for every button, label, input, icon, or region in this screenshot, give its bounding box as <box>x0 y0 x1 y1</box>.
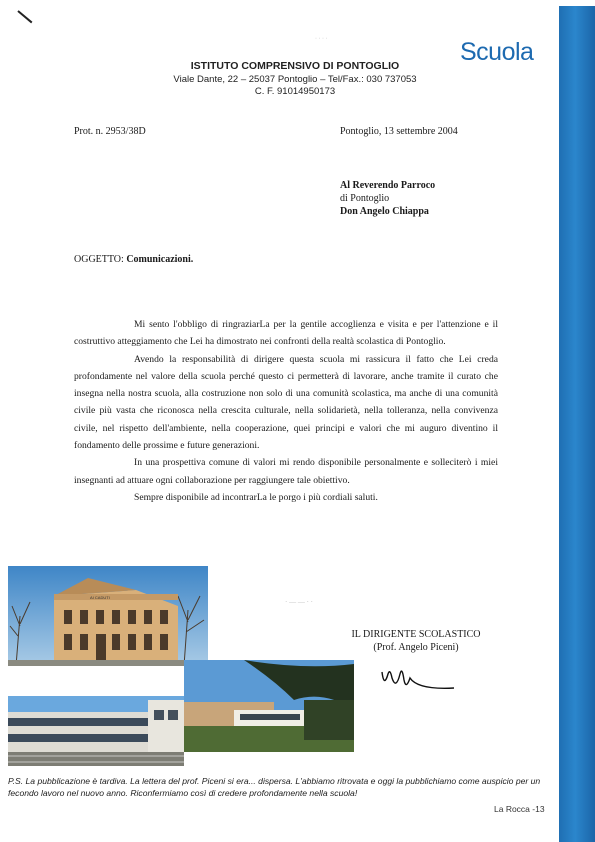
body-paragraph: Avendo la responsabilità di dirigere questa scuola mi rassicura il fatto che Lei creda profondamente nel valore della scuola perché questo ci permetterà di lavorare, anche tramite il curato che insegna nella nostra scuola, alla costruzione non solo di una comunità scolastica, ma anche di una comunità civile più vasta che riconosca nella crescita culturale, nella solidarietà, nella tolleranza, nella convivenza civile, nel rispetto dell'ambiente, nella cooperazione, quei principi e valori che mi auguro diventino il fondamento delle prossime e future generazioni. <box>74 353 498 452</box>
school-tax-code: C. F. 91014950173 <box>254 86 336 97</box>
postscript-note: P.S. La pubblicazione è tardiva. La lettera del prof. Piceni si era... dispersa. L'abbiamo ritrovata e oggi la pubblichiamo come auspicio per un fecondo lavoro nel nuovo anno. Riconfermiamo così di credere profondamente nella scuola! <box>8 776 541 798</box>
signatory-name: (Prof. Angelo Piceni) <box>373 642 459 653</box>
handwritten-signature <box>378 660 458 696</box>
subject-value: Comunicazioni. <box>126 254 194 265</box>
school-address: Viale Dante, 22 – 25037 Pontoglio – Tel/Fax.: 030 737053 <box>173 74 417 85</box>
corner-mark <box>17 10 32 23</box>
recipient-line-1: Al Reverendo Parroco <box>340 180 436 191</box>
recipient-line-2: di Pontoglio <box>340 193 390 204</box>
school-building-photo <box>8 566 208 666</box>
recipient-line-3: Don Angelo Chiappa <box>340 206 429 217</box>
signature-block <box>336 628 496 654</box>
building-sign-text: AI CADUTI <box>90 595 110 600</box>
scan-speck: · — — · · <box>285 598 313 606</box>
modern-building-photo <box>8 696 184 766</box>
scan-speck: · · · · <box>315 36 328 42</box>
school-courtyard-photo <box>184 660 354 752</box>
section-label: Scuola <box>460 38 534 66</box>
letter-date: Pontoglio, 13 settembre 2004 <box>340 126 458 137</box>
protocol-number: Prot. n. 2953/38D <box>74 126 146 137</box>
recipient-block <box>340 179 435 218</box>
blue-sidebar-strip <box>559 6 595 842</box>
body-paragraph: In una prospettiva comune di valori mi rendo disponibile personalmente e solleciterò i miei insegnanti ad attuare ogni collaborazione per raggiungere tale obiettivo. <box>74 457 498 486</box>
page-footer: La Rocca -13 <box>494 804 545 814</box>
body-paragraph: Mi sento l'obbligo di ringraziarLa per la gentile accoglienza e visita e per l'attenzione e il costruttivo atteggiamento che Lei ha dimostrato nei confronti della realtà scolastica di Pontoglio. <box>74 319 498 348</box>
letter-body <box>74 316 498 506</box>
school-name: ISTITUTO COMPRENSIVO DI PONTOGLIO <box>190 60 400 72</box>
body-paragraph: Sempre disponibile ad incontrarLa le porgo i più cordiali saluti. <box>134 491 378 503</box>
signatory-title: IL DIRIGENTE SCOLASTICO <box>351 629 481 640</box>
subject-line <box>74 254 193 265</box>
letterhead <box>150 60 440 98</box>
subject-label: OGGETTO: <box>74 254 124 265</box>
